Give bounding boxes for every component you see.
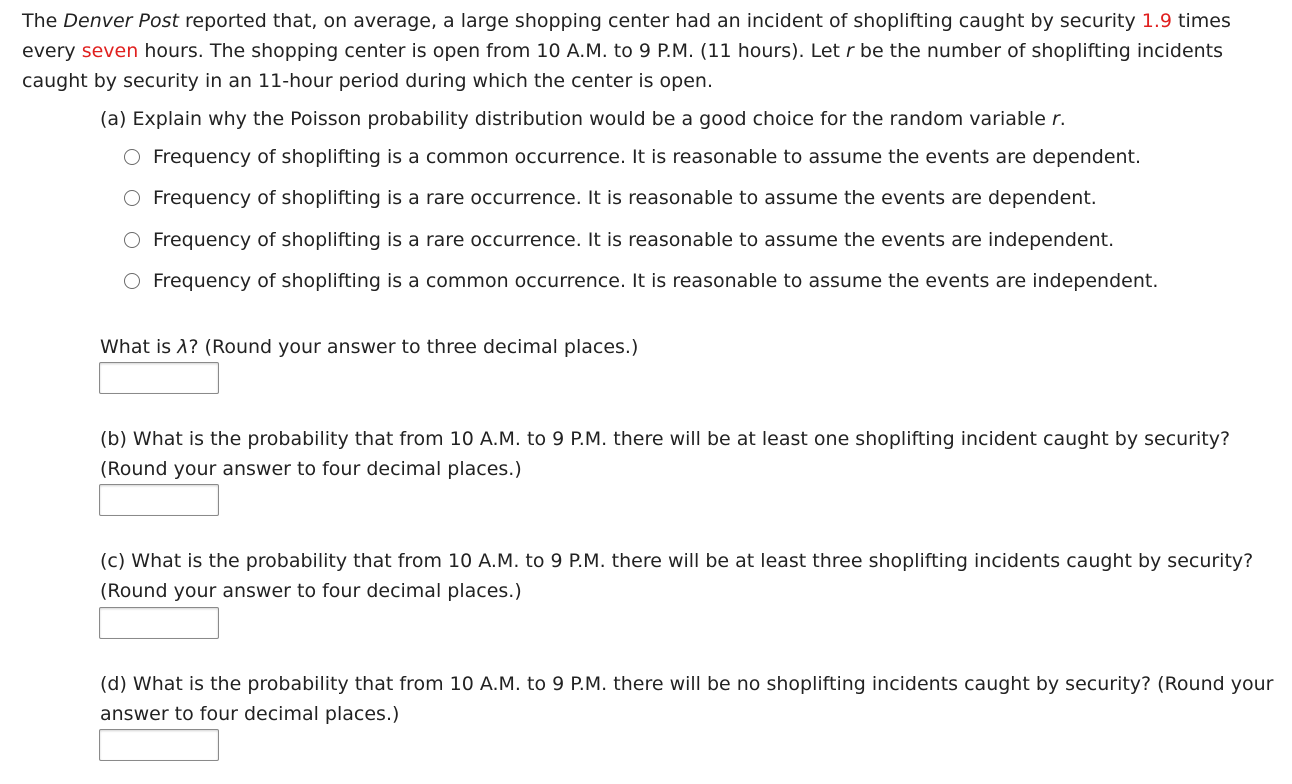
question-d: (d) What is the probability that from 10 A.M. to 9 P.M. there will be no shoplifting incidents caught by security? (Round your answer to four decimal places.) xyxy=(100,673,1274,725)
radio-button[interactable] xyxy=(124,273,140,289)
option-1[interactable] xyxy=(124,136,1284,178)
option-2[interactable] xyxy=(124,178,1284,220)
rate-value: 1.9 xyxy=(1141,10,1172,32)
variable-r: r xyxy=(846,40,854,62)
intro-text: reported that, on average, a large shopping center had an incident of shoplifting caught by security xyxy=(178,10,1142,32)
answer-options xyxy=(124,136,1284,302)
option-3[interactable] xyxy=(124,219,1284,261)
option-label: Frequency of shoplifting is a rare occurrence. It is reasonable to assume the events are dependent. xyxy=(153,187,1097,210)
radio-button[interactable] xyxy=(124,149,140,165)
intro-text: be the number of shoplifting incidents caught by security in an 11-hour period during which the center is open. xyxy=(22,40,1224,92)
radio-button[interactable] xyxy=(124,232,140,248)
lambda-answer-input[interactable] xyxy=(99,362,219,394)
period-value: seven xyxy=(81,40,139,62)
intro-text: hours. The shopping center is open from 10 A.M. to 9 P.M. (11 hours). Let xyxy=(138,40,847,62)
radio-button[interactable] xyxy=(124,190,140,206)
lambda-question xyxy=(100,332,1285,362)
question-a xyxy=(100,104,1285,134)
intro-text: times every xyxy=(22,10,1231,62)
answer-d-input[interactable] xyxy=(99,729,219,761)
option-label: Frequency of shoplifting is a common occurrence. It is reasonable to assume the events are dependent. xyxy=(153,145,1142,168)
option-label: Frequency of shoplifting is a rare occurrence. It is reasonable to assume the events are independent. xyxy=(153,228,1115,251)
source-name: Denver Post xyxy=(63,10,179,32)
question-c: (c) What is the probability that from 10 A.M. to 9 P.M. there will be at least three shoplifting incidents caught by security? (Round your answer to four decimal places.) xyxy=(100,550,1254,602)
variable-r: r xyxy=(1051,108,1060,130)
answer-b-input[interactable] xyxy=(99,484,219,516)
option-4[interactable] xyxy=(124,261,1284,303)
answer-c-input[interactable] xyxy=(99,607,219,639)
problem-statement xyxy=(22,6,1282,96)
intro-text: The xyxy=(22,10,64,32)
question-a-punct: . xyxy=(1059,108,1066,130)
lambda-symbol: λ xyxy=(177,336,189,358)
question-b: (b) What is the probability that from 10 A.M. to 9 P.M. there will be at least one shoplifting incident caught by security? (Round your answer to four decimal places.) xyxy=(100,428,1231,480)
option-label: Frequency of shoplifting is a common occurrence. It is reasonable to assume the events are independent. xyxy=(153,270,1159,293)
lambda-question-text: What is xyxy=(100,336,178,358)
question-a-text: (a) Explain why the Poisson probability distribution would be a good choice for the random variable xyxy=(100,108,1052,130)
lambda-question-text: ? (Round your answer to three decimal places.) xyxy=(188,336,639,358)
